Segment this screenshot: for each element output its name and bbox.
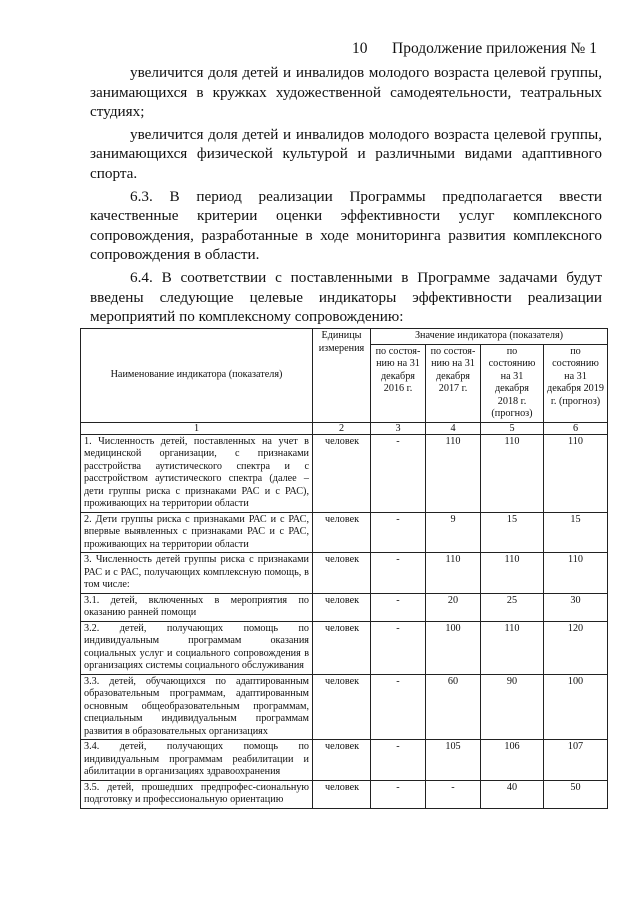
header-indicator-name: Наименование индикатора (показателя) [81,329,313,423]
cell-v2016: - [371,674,426,740]
cell-v2017: 9 [426,512,481,553]
column-number: 2 [313,422,371,434]
table-body [81,434,608,808]
cell-v2017: 20 [426,593,481,621]
table-row [81,434,608,512]
page-number: 10 [352,40,368,57]
cell-name: 3. Численность детей группы риска с признаками РАС и с РАС, получающих комплексную помощь, в том числе: [81,553,313,594]
column-number: 1 [81,422,313,434]
column-numbers-row [81,422,608,434]
cell-unit: человек [313,621,371,674]
table-row [81,780,608,808]
cell-v2016: - [371,621,426,674]
header-year-2019: по состоянию на 31 декабря 2019 г. (прогноз) [544,344,608,422]
cell-name: 2. Дети группы риска с признаками РАС и с РАС, впервые выявленных с признаками РАС и с РАС, проживающих на территории области [81,512,313,553]
cell-v2017: - [426,780,481,808]
table-row [81,674,608,740]
cell-v2016: - [371,512,426,553]
header-year-2018: по состоянию на 31 декабря 2018 г. (прогноз) [481,344,544,422]
cell-unit: человек [313,780,371,808]
page-header [352,40,597,58]
cell-v2017: 110 [426,553,481,594]
cell-v2018: 110 [481,553,544,594]
cell-name: 3.1. детей, включенных в мероприятия по оказанию ранней помощи [81,593,313,621]
cell-unit: человек [313,512,371,553]
paragraph: увеличится доля детей и инвалидов молодого возраста целевой группы, занимающихся в кружках художественной самодеятельности, театральных студиях; [90,64,602,121]
cell-unit: человек [313,593,371,621]
cell-v2019: 107 [544,740,608,781]
cell-unit: человек [313,674,371,740]
cell-v2016: - [371,434,426,512]
cell-name: 3.3. детей, обучающихся по адаптированным образовательным программам, адаптированным основным общеобразовательным программам, специальным индивидуальным программам развития в образовательных организациях [81,674,313,740]
column-number: 3 [371,422,426,434]
cell-v2017: 110 [426,434,481,512]
cell-name: 3.4. детей, получающих помощь по индивидуальным программам реабилитации и абилитации в организациях здравоохранения [81,740,313,781]
cell-v2016: - [371,780,426,808]
cell-v2019: 30 [544,593,608,621]
indicators-table [80,328,608,809]
cell-name: 1. Численность детей, поставленных на учет в медицинской организации, с признаками расстройства аутистического спектра и с расстройством аутистического спектра (далее – дети группы риска с признаками РАС и с РАС), проживающих на территории области [81,434,313,512]
cell-v2018: 40 [481,780,544,808]
table-row [81,593,608,621]
cell-v2017: 100 [426,621,481,674]
cell-unit: человек [313,434,371,512]
cell-v2019: 100 [544,674,608,740]
cell-v2019: 110 [544,434,608,512]
cell-name: 3.5. детей, прошедших предпрофес-сиональную подготовку и профессиональную ориентацию [81,780,313,808]
header-year-2017: по состоя-нию на 31 декабря 2017 г. [426,344,481,422]
cell-v2018: 15 [481,512,544,553]
paragraph: 6.3. В период реализации Программы предполагается ввести качественные критерии оценки эффективности услуг комплексного сопровождения, разработанные в ходе мониторинга развития комплексного сопровождения в области. [90,187,602,264]
column-number: 6 [544,422,608,434]
paragraph: увеличится доля детей и инвалидов молодого возраста целевой группы, занимающихся физической культурой и различными видами адаптивного спорта. [90,125,602,182]
column-number: 5 [481,422,544,434]
header-unit: Единицы измерения [313,329,371,423]
table-row [81,740,608,781]
cell-name: 3.2. детей, получающих помощь по индивидуальным программам оказания социальных услуг и социального сопровождения в организациях системы социального обслуживания [81,621,313,674]
cell-unit: человек [313,740,371,781]
cell-v2019: 15 [544,512,608,553]
table-row [81,512,608,553]
cell-v2019: 120 [544,621,608,674]
cell-v2017: 60 [426,674,481,740]
cell-v2019: 50 [544,780,608,808]
cell-v2016: - [371,740,426,781]
header-year-2016: по состоя-нию на 31 декабря 2016 г. [371,344,426,422]
table-row [81,621,608,674]
paragraph: 6.4. В соответствии с поставленными в Программе задачами будут введены следующие целевые индикаторы эффективности реализации мероприятий по комплексному сопровождению: [90,268,602,326]
page-header-title: Продолжение приложения № 1 [392,40,597,57]
cell-v2019: 110 [544,553,608,594]
cell-v2018: 106 [481,740,544,781]
cell-v2018: 90 [481,674,544,740]
column-number: 4 [426,422,481,434]
cell-v2018: 110 [481,434,544,512]
header-values: Значение индикатора (показателя) [371,329,608,345]
cell-unit: человек [313,553,371,594]
table-row [81,553,608,594]
cell-v2017: 105 [426,740,481,781]
cell-v2016: - [371,553,426,594]
cell-v2018: 25 [481,593,544,621]
body-text [90,63,602,327]
table-header-row [81,329,608,345]
cell-v2016: - [371,593,426,621]
cell-v2018: 110 [481,621,544,674]
